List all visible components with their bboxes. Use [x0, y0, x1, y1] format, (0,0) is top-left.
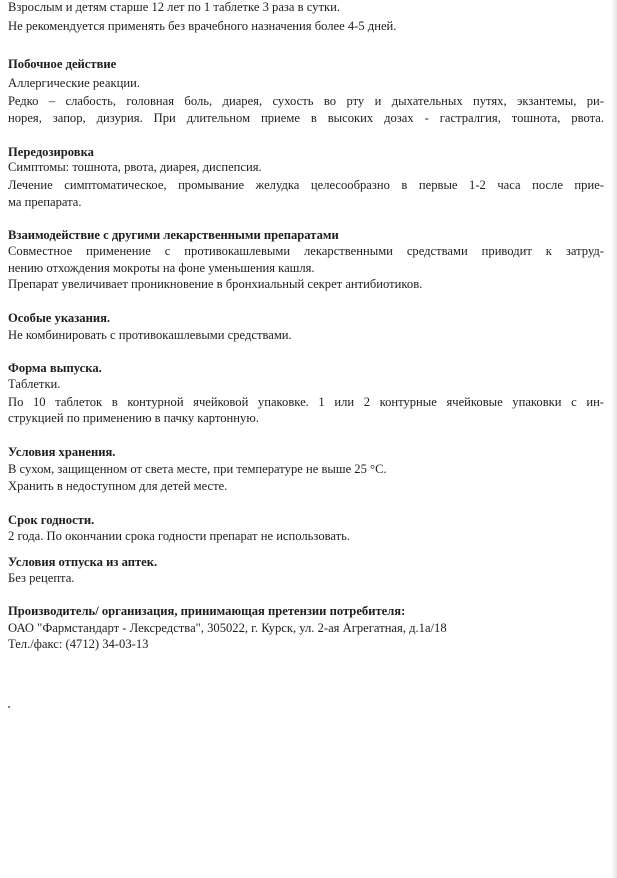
side-effects-line: Редко – слабость, головная боль, диарея, сухость во рту и дыхательных путях, экзантемы, ри- [8, 94, 604, 108]
storage-line: Хранить в недоступном для детей месте. [8, 479, 228, 493]
dispensing-heading: Условия отпуска из аптек. [8, 555, 158, 569]
interaction-heading: Взаимодействие с другими лекарственными препаратами [8, 228, 339, 242]
shelf-life-heading: Срок годности. [8, 513, 95, 527]
shelf-life-line: 2 года. По окончании срока годности препарат не использовать. [8, 529, 351, 543]
special-notes-heading: Особые указания. [8, 311, 111, 325]
dispensing-line: Без рецепта. [8, 571, 75, 585]
storage-heading: Условия хранения. [8, 445, 116, 459]
release-form-line: струкцией по применению в пачку картонную. [8, 411, 259, 425]
dosage-line: Взрослым и детям старше 12 лет по 1 таблетке 3 раза в сутки. [8, 0, 340, 14]
special-notes-line: Не комбинировать с противокашлевыми средствами. [8, 328, 292, 342]
overdose-line: Лечение симптоматическое, промывание желудка целесообразно в первые 1-2 часа после прие- [8, 178, 604, 192]
side-effects-heading: Побочное действие [8, 57, 117, 71]
manufacturer-heading: Производитель/ организация, принимающая претензии потребителя: [8, 604, 406, 618]
storage-line: В сухом, защищенном от света месте, при температуре не выше 25 °С. [8, 462, 387, 476]
side-effects-line: Аллергические реакции. [8, 76, 140, 90]
release-form-line: Таблетки. [8, 377, 61, 391]
interaction-line: Совместное применение с противокашлевыми лекарственными средствами приводит к затруд- [8, 244, 604, 258]
overdose-line: ма препарата. [8, 195, 82, 209]
manufacturer-phone: Тел./факс: (4712) 34-03-13 [8, 637, 149, 651]
scan-edge-shadow [611, 0, 617, 878]
interaction-line: Препарат увеличивает проникновение в бронхиальный секрет антибиотиков. [8, 277, 423, 291]
overdose-heading: Передозировка [8, 145, 94, 159]
release-form-line: По 10 таблеток в контурной ячейковой упаковке. 1 или 2 контурные ячейковые упаковки с ин- [8, 395, 604, 409]
overdose-line: Симптомы: тошнота, рвота, диарея, диспепсия. [8, 160, 262, 174]
release-form-heading: Форма выпуска. [8, 361, 102, 375]
manufacturer-address: ОАО "Фармстандарт - Лексредства", 305022, г. Курск, ул. 2-ая Агрегатная, д.1а/18 [8, 621, 447, 635]
usage-limit-line: Не рекомендуется применять без врачебного назначения более 4-5 дней. [8, 19, 397, 33]
side-effects-line: норея, запор, дизурия. При длительном приеме в высоких дозах - гастралгия, тошнота, рвота. [8, 111, 604, 125]
interaction-line: нению отхождения мокроты на фоне уменьшения кашля. [8, 261, 315, 275]
scan-speck [8, 706, 10, 708]
